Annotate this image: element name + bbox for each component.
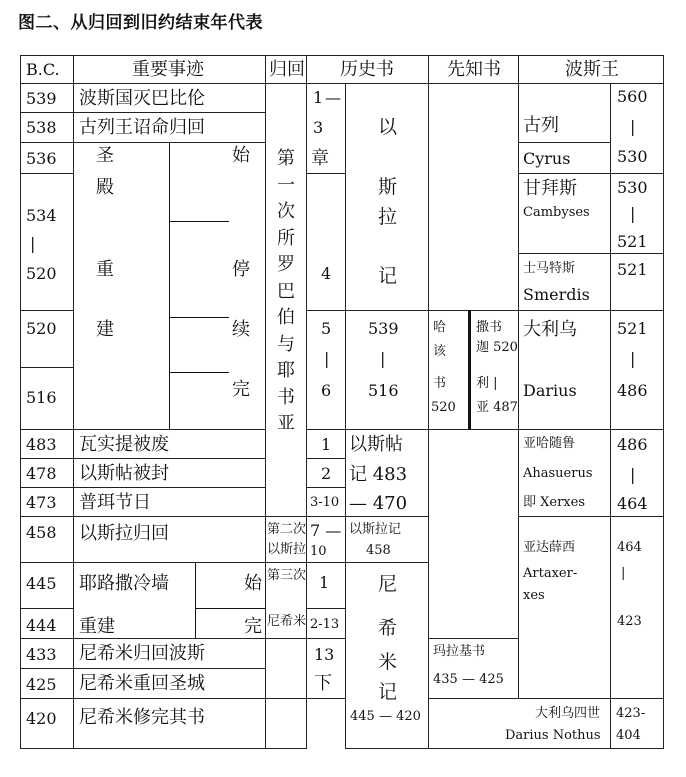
range-text: 516 — [368, 381, 399, 400]
prophets-empty-mid — [428, 429, 519, 639]
king-cn: 古列 — [523, 115, 559, 136]
first-return-char: 与 — [277, 333, 295, 355]
king-smerdis — [518, 253, 611, 311]
chapter-text: 1 — [313, 88, 324, 107]
first-return-char: 耶 — [277, 360, 295, 381]
year-text: 478 — [26, 464, 57, 483]
king-cyrus — [518, 115, 611, 174]
year-445 — [20, 562, 74, 609]
haggai-year: 520 — [431, 400, 456, 415]
year-483 — [20, 429, 74, 459]
haggai-char: 该 — [433, 344, 447, 359]
rebuild-text: 重建 — [79, 616, 115, 637]
first-return-char: 书 — [277, 386, 295, 408]
prophets-empty-top — [428, 83, 519, 311]
king-ahasuerus — [518, 429, 611, 517]
king-en: 即 Xerxes — [523, 495, 585, 510]
king-artaxerxes — [518, 516, 611, 699]
king-en: Darius Nothus — [505, 728, 601, 743]
year-text: | — [30, 234, 36, 253]
second-return-text: 以斯拉 — [267, 542, 307, 557]
esther-ch-1 — [306, 429, 346, 459]
temple-char: 建 — [96, 319, 114, 340]
year-text: 536 — [26, 149, 57, 168]
header-persia-text: 波斯王 — [565, 59, 619, 80]
king-cn: 大利乌四世 — [535, 706, 601, 721]
haggai-char: 哈 — [433, 320, 447, 335]
year-text: 445 — [26, 574, 57, 593]
event-478 — [73, 458, 266, 488]
second-return-text: 第二次 — [267, 522, 307, 537]
king-ahasuerus-years — [610, 429, 664, 517]
header-return — [265, 55, 307, 84]
king-en: Smerdis — [523, 285, 590, 304]
king-year: | — [630, 117, 636, 136]
year-text: 534 — [26, 206, 57, 225]
king-year: | — [630, 204, 636, 223]
malachi-text: 玛拉基书 — [433, 644, 486, 659]
year-text: 444 — [26, 616, 57, 635]
year-425 — [20, 668, 74, 699]
king-darius-years — [610, 310, 664, 430]
esther-text: 以斯帖 — [349, 434, 403, 455]
neh-ch-2-13 — [306, 608, 346, 639]
third-return — [265, 562, 307, 639]
event-458 — [73, 516, 266, 563]
temple-divider — [169, 143, 170, 429]
chapter-text: | — [324, 349, 330, 368]
third-return-text: 第三次 — [267, 568, 307, 583]
event-433 — [73, 638, 266, 669]
first-return-char: 亚 — [277, 413, 295, 434]
ezra-book-upper — [345, 83, 429, 311]
chapter-text: 3 — [313, 118, 324, 137]
king-en: Darius — [523, 381, 577, 400]
zechariah-text: 撒书 — [476, 320, 503, 335]
first-return-char: 次 — [277, 201, 295, 222]
header-events — [73, 55, 266, 84]
event-text: 尼希米修完其书 — [79, 707, 205, 728]
temple-tick — [169, 372, 229, 373]
wall-text: 耶路撒冷墙 — [79, 573, 169, 594]
zechariah-text: 利 | — [476, 376, 498, 391]
zechariah-text: 迦 520 — [476, 340, 518, 355]
chapter-text: 章 — [311, 148, 329, 169]
header-prophets-text: 先知书 — [447, 59, 501, 80]
year-text: 458 — [26, 523, 57, 542]
neh-char: 记 — [378, 681, 398, 703]
king-year: 560 — [617, 87, 648, 106]
ezra-char: 拉 — [378, 206, 398, 228]
king-cambyses-years — [610, 173, 664, 254]
year-520 — [20, 310, 74, 368]
king-year: 464 — [617, 540, 642, 555]
year-text: 473 — [26, 493, 57, 512]
haggai-thick-divider — [468, 310, 471, 440]
first-return — [265, 83, 307, 517]
third-return-text: 尼希米 — [267, 614, 307, 629]
king-year: | — [630, 349, 636, 368]
range-text: | — [380, 349, 386, 368]
king-cn: 大利乌 — [523, 319, 577, 340]
king-year: 521 — [617, 319, 648, 338]
haggai-char: 书 — [433, 376, 447, 391]
esther-ch-2 — [306, 458, 346, 488]
year-444 — [20, 608, 74, 639]
header-bc — [20, 55, 74, 84]
king-cn: 亚达薛西 — [523, 540, 576, 555]
chapter-text: 6 — [321, 381, 332, 400]
year-text: 433 — [26, 645, 57, 664]
malachi — [428, 638, 519, 699]
temple-tick — [169, 317, 229, 318]
year-text: 420 — [26, 709, 57, 728]
chronology-table — [20, 55, 664, 749]
esther-ch-3-10 — [306, 487, 346, 517]
year-420 — [20, 698, 74, 749]
page-title: 图二、从归回到旧约结束年代表 — [18, 13, 263, 33]
wall-status: 完 — [244, 616, 262, 637]
wall-divider — [195, 563, 196, 638]
event-425 — [73, 668, 266, 699]
king-cambyses — [518, 173, 611, 254]
event-420 — [73, 698, 266, 749]
ezra-458-text: 以斯拉记 — [349, 522, 402, 537]
king-year: 464 — [617, 494, 648, 513]
king-year: 423 — [617, 614, 642, 629]
header-history-text: 历史书 — [340, 59, 394, 80]
header-bc-text: B.C. — [26, 60, 60, 79]
year-text: 516 — [26, 388, 57, 407]
temple-char: 圣 — [96, 145, 114, 166]
esther-text: — 470 — [349, 493, 408, 514]
range-text: 539 — [368, 319, 399, 338]
wall-status: 始 — [244, 573, 262, 594]
event-text: 以斯拉归回 — [79, 523, 169, 544]
year-text: 483 — [26, 435, 57, 454]
ezra-book-458 — [345, 516, 429, 563]
ezra-char: 斯 — [378, 176, 398, 198]
temple-tick — [169, 221, 229, 222]
king-year: 521 — [617, 232, 648, 251]
king-cn: 士马特斯 — [523, 261, 576, 276]
first-return-char: 巴 — [277, 280, 295, 302]
header-return-text: 归回 — [269, 59, 305, 80]
first-return-chars — [266, 146, 306, 438]
ezra-char: 记 — [378, 265, 398, 287]
year-473 — [20, 487, 74, 517]
chapter-text: 5 — [321, 319, 332, 338]
neh-ch-13 — [306, 638, 346, 699]
ezra-ch-5-6 — [306, 310, 346, 430]
wall-tick — [195, 608, 265, 609]
temple-status: 完 — [232, 379, 250, 400]
chapter-text: 下 — [314, 673, 332, 694]
king-en: Artaxer- — [523, 566, 578, 581]
temple-status: 续 — [232, 319, 250, 340]
first-return-char: 第 — [277, 148, 295, 169]
king-artaxerxes-years — [610, 516, 664, 699]
year-516 — [20, 367, 74, 430]
king-year: 486 — [617, 381, 648, 400]
chapter-text: 1 — [321, 435, 332, 454]
neh-char: 尼 — [378, 573, 398, 595]
king-en: Ahasuerus — [523, 466, 593, 481]
malachi-years: 435 — 425 — [433, 672, 504, 687]
first-return-char: 所 — [277, 227, 295, 249]
first-return-char: 伯 — [277, 307, 295, 328]
year-458 — [20, 516, 74, 563]
return-empty-433 — [265, 638, 307, 699]
header-persia — [518, 55, 664, 84]
temple-status: 始 — [232, 145, 250, 166]
year-539 — [20, 83, 74, 113]
event-539 — [73, 83, 266, 113]
king-darius-nothus — [428, 698, 611, 749]
neh-range-text: 445 — 420 — [350, 709, 421, 724]
second-return — [265, 516, 307, 563]
year-text: 425 — [26, 675, 57, 694]
year-text: 538 — [26, 118, 57, 137]
king-darius-nothus-years — [610, 698, 664, 749]
king-cn: 亚哈随鲁 — [523, 436, 576, 451]
temple-char: 殿 — [96, 177, 114, 198]
king-year: 530 — [617, 178, 648, 197]
chapter-text: 2 — [321, 464, 332, 483]
neh-ch-1 — [306, 562, 346, 609]
king-year: 486 — [617, 435, 648, 454]
year-text: 520 — [26, 319, 57, 338]
header-events-text: 重要事迹 — [132, 59, 204, 80]
year-536 — [20, 142, 74, 174]
king-en: Cyrus — [523, 149, 571, 168]
chapter-text: — — [325, 88, 341, 107]
ezra-ch-4 — [306, 173, 346, 311]
event-text: 瓦实提被废 — [79, 434, 169, 455]
chapter-text: 1 — [319, 573, 330, 592]
year-text: 520 — [26, 264, 57, 283]
chapter-text: 7 — — [310, 521, 342, 540]
temple-status: 停 — [232, 259, 250, 280]
event-473 — [73, 487, 266, 517]
king-year: 423- — [616, 706, 646, 721]
event-text: 普珥节日 — [79, 492, 151, 513]
ezra-ch-7-10 — [306, 516, 346, 563]
king-en: xes — [523, 588, 545, 603]
zechariah-text: 亚 487 — [476, 400, 518, 415]
king-year: 530 — [617, 147, 648, 166]
haggai-zechariah — [428, 310, 519, 430]
king-en: Cambyses — [523, 205, 590, 220]
ezra-ch-1-3 — [306, 83, 346, 174]
king-year: | — [630, 465, 636, 484]
header-history — [306, 55, 429, 84]
event-text: 波斯国灭巴比伦 — [79, 88, 205, 109]
king-cn: 甘拜斯 — [523, 178, 577, 199]
king-year: | — [621, 566, 626, 581]
ezra-char: 以 — [378, 116, 398, 138]
king-darius — [518, 310, 611, 430]
chapter-text: 3-10 — [310, 495, 340, 510]
event-538 — [73, 112, 266, 143]
nehemiah-book — [345, 562, 429, 749]
event-483 — [73, 429, 266, 459]
chapter-text: 10 — [310, 544, 327, 559]
temple-char: 重 — [96, 259, 114, 280]
ezra-book-range — [345, 310, 429, 430]
event-text: 古列王诏命归回 — [79, 117, 205, 138]
king-year: 404 — [616, 728, 641, 743]
chapter-text: 13 — [314, 645, 335, 664]
esther-book — [345, 429, 429, 517]
esther-text: 记 483 — [349, 464, 408, 485]
year-534-520 — [20, 173, 74, 311]
king-year: 521 — [617, 260, 648, 279]
event-text: 尼希米归回波斯 — [79, 643, 205, 664]
return-empty-420 — [265, 698, 307, 749]
first-return-char: 一 — [277, 174, 295, 196]
king-smerdis-years — [610, 253, 664, 311]
first-return-char: 罗 — [277, 254, 295, 275]
event-text: 尼希米重回圣城 — [79, 673, 205, 694]
king-cyrus-years — [610, 83, 664, 174]
year-478 — [20, 458, 74, 488]
header-prophets — [428, 55, 519, 84]
neh-char: 希 — [378, 617, 398, 639]
year-538 — [20, 112, 74, 143]
year-text: 539 — [26, 89, 57, 108]
wall-rebuild-block — [73, 562, 266, 639]
chapter-text: 2-13 — [310, 617, 340, 632]
year-433 — [20, 638, 74, 669]
event-text: 以斯帖被封 — [79, 463, 169, 484]
ezra-458-text: 458 — [366, 543, 391, 558]
neh-char: 米 — [378, 651, 398, 673]
chapter-text: 4 — [321, 264, 332, 283]
